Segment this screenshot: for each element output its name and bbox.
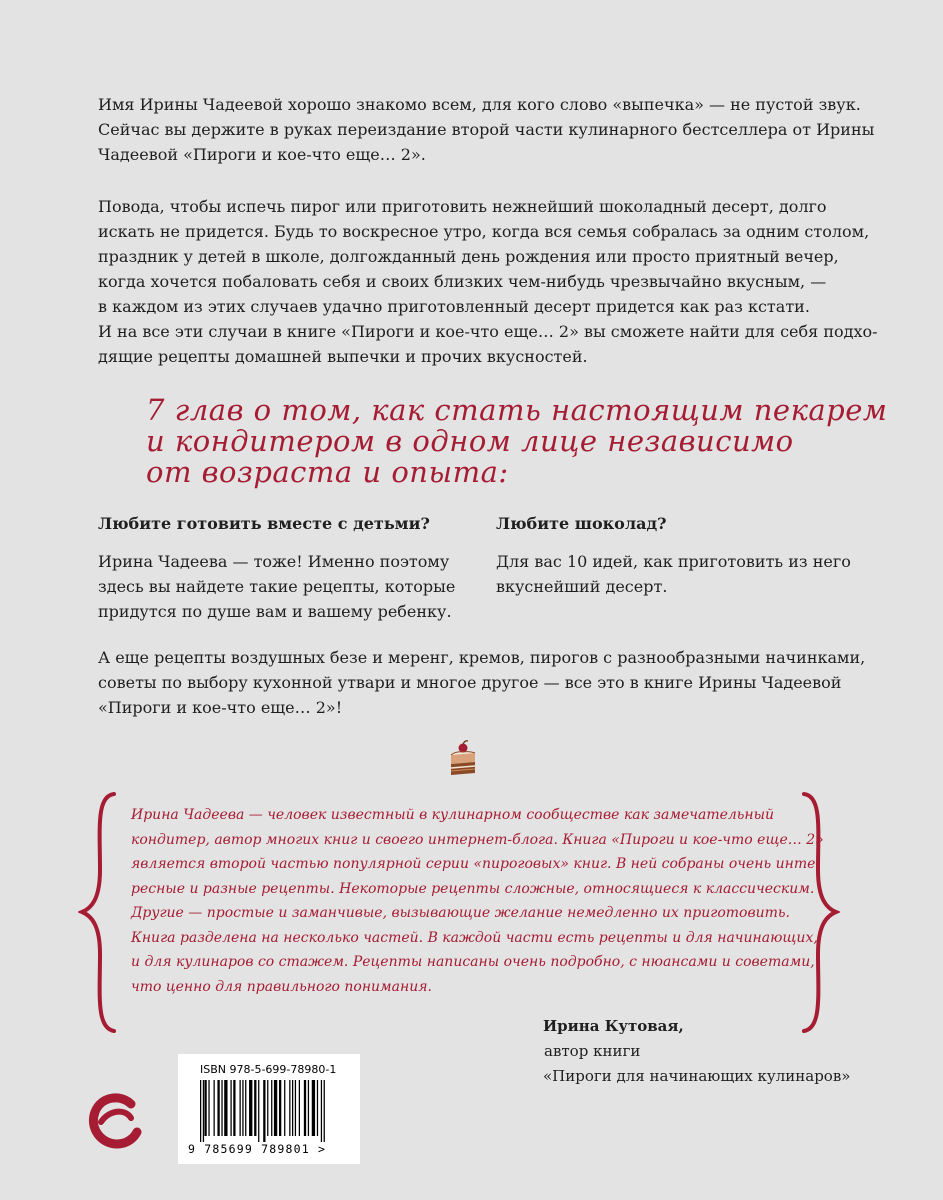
text-line: придутся по душе вам и вашему ребенку. (98, 602, 452, 621)
barcode-bar (289, 1080, 290, 1136)
text-line: здесь вы найдете такие рецепты, которые (98, 577, 456, 596)
column-text (496, 549, 851, 599)
barcode-bar (249, 1080, 252, 1136)
barcode-bar (242, 1080, 243, 1136)
text-line: А еще рецепты воздушных безе и меренг, кремов, пирогов с разнообразными начинками, (98, 648, 866, 667)
barcode-bar (224, 1080, 227, 1136)
barcode-bar (312, 1080, 315, 1136)
barcode-bar (299, 1080, 300, 1136)
text-line: советы по выбору кухонной утвари и многое другое — все это в книге Ирины Чадеевой (98, 673, 842, 692)
text-line: Повода, чтобы испечь пирог или приготовить нежнейший шоколадный десерт, долго (98, 197, 827, 216)
intro-paragraph-1 (98, 92, 875, 167)
barcode-bar (214, 1080, 215, 1136)
barcode-bar (204, 1080, 206, 1136)
column-text (98, 549, 456, 624)
barcode-bar (321, 1080, 322, 1142)
barcode-bar (279, 1080, 281, 1136)
barcode-bar (217, 1080, 219, 1136)
quote-line: что ценно для правильного понимания. (131, 978, 432, 995)
headline-line: от возраста и опыта: (146, 455, 509, 489)
text-line: Чадеевой «Пироги и кое-что еще… 2». (98, 145, 426, 164)
barcode-bar (295, 1080, 296, 1136)
barcode-bar (221, 1080, 222, 1136)
isbn-label: ISBN 978-5-699-78980-1 (200, 1063, 337, 1076)
column-chocolate (496, 513, 851, 599)
barcode-bar (324, 1080, 325, 1142)
barcode-bar (292, 1080, 293, 1136)
headline-line: 7 глав о том, как стать настоящим пекарем (146, 393, 888, 427)
barcode-bar (258, 1080, 259, 1142)
text-line: когда хочется побаловать себя и своих близких чем-нибудь чрезвычайно вкусным, — (98, 272, 827, 291)
text-line: искать не придется. Будь то воскресное утро, когда вся семья собралась за одним столом, (98, 222, 870, 241)
column-kids (98, 513, 456, 624)
column-title: Любите шоколад? (496, 514, 667, 533)
text-line: Сейчас вы держите в руках переиздание второй части кулинарного бестселлера от Ирины (98, 120, 875, 139)
text-line: дящие рецепты домашней выпечки и прочих вкусностей. (98, 347, 588, 366)
text-line: вкуснейший десерт. (496, 577, 668, 596)
attribution-book: «Пироги для начинающих кулинаров» (543, 1067, 851, 1085)
barcode-bar (304, 1080, 306, 1136)
intro-paragraph-2 (98, 194, 878, 369)
quote-line: Ирина Чадеева — человек известный в кулинарном сообществе как замечательный (131, 807, 775, 823)
text-line: «Пироги и кое-что еще… 2»! (98, 698, 343, 717)
quote-line: и для кулинаров со стажем. Рецепты написаны очень подробно, с нюансами и советами, (131, 954, 815, 970)
barcode-bar (317, 1080, 318, 1136)
quote-attribution (543, 1014, 850, 1089)
barcode-bar (208, 1080, 209, 1136)
quote-line: ресные и разные рецепты. Некоторые рецепты сложные, относящиеся к классическим. (131, 880, 815, 897)
column-title: Любите готовить вместе с детьми? (98, 514, 430, 533)
quote-line: кондитер, автор многих книг и своего интернет-блога. Книга «Пироги и кое-что еще… 2» (131, 831, 824, 848)
text-line: праздник у детей в школе, долгожданный день рождения или просто приятный вечер, (98, 247, 839, 266)
outro-paragraph (98, 645, 866, 720)
barcode-bar (245, 1080, 246, 1136)
barcode-bar (284, 1080, 285, 1136)
text-line: Для вас 10 идей, как приготовить из него (496, 552, 851, 571)
isbn-barcode (178, 1054, 360, 1164)
barcode-bar (233, 1080, 235, 1136)
text-line: Ирина Чадеева — тоже! Именно поэтому (98, 552, 450, 571)
barcode-bar (240, 1080, 241, 1136)
text-line: в каждом из этих случаев удачно приготовленный десерт придется как раз кстати. (98, 297, 810, 316)
attribution-role: автор книги (544, 1042, 641, 1060)
barcode-digits: 9 785699 789801 > (188, 1142, 327, 1156)
cake-slice-icon (446, 740, 480, 778)
quote-line: является второй частью популярной серии «пироговых» книг. В ней собраны очень инте- (131, 856, 821, 872)
headline (146, 395, 887, 488)
left-brace-decoration (78, 790, 118, 1035)
headline-line: и кондитером в одном лице независимо (146, 424, 794, 458)
barcode-bar (274, 1080, 277, 1136)
barcode-bar (267, 1080, 268, 1136)
barcode-bar (254, 1080, 256, 1136)
barcode-bar (200, 1080, 201, 1142)
publisher-logo-icon (85, 1090, 145, 1150)
text-line: Имя Ирины Чадеевой хорошо знакомо всем, для кого слово «выпечка» — не пустой звук. (98, 95, 861, 114)
attribution-name: Ирина Кутовая, (543, 1017, 684, 1035)
right-brace-decoration (800, 790, 840, 1035)
barcode-bar (230, 1080, 231, 1136)
text-line: И на все эти случаи в книге «Пироги и кое-что еще… 2» вы сможете найти для себя подхо- (98, 322, 878, 341)
review-quote (131, 803, 824, 999)
barcode-bar (308, 1080, 309, 1136)
barcode-bars (200, 1080, 348, 1142)
quote-line: Другие — простые и заманчивые, вызывающие желание немедленно их приготовить. (131, 905, 790, 921)
barcode-bar (263, 1080, 265, 1142)
barcode-bar (271, 1080, 272, 1136)
barcode-bar (203, 1080, 204, 1142)
quote-line: Книга разделена на несколько частей. В каждой части есть рецепты и для начинающих, (131, 929, 818, 946)
